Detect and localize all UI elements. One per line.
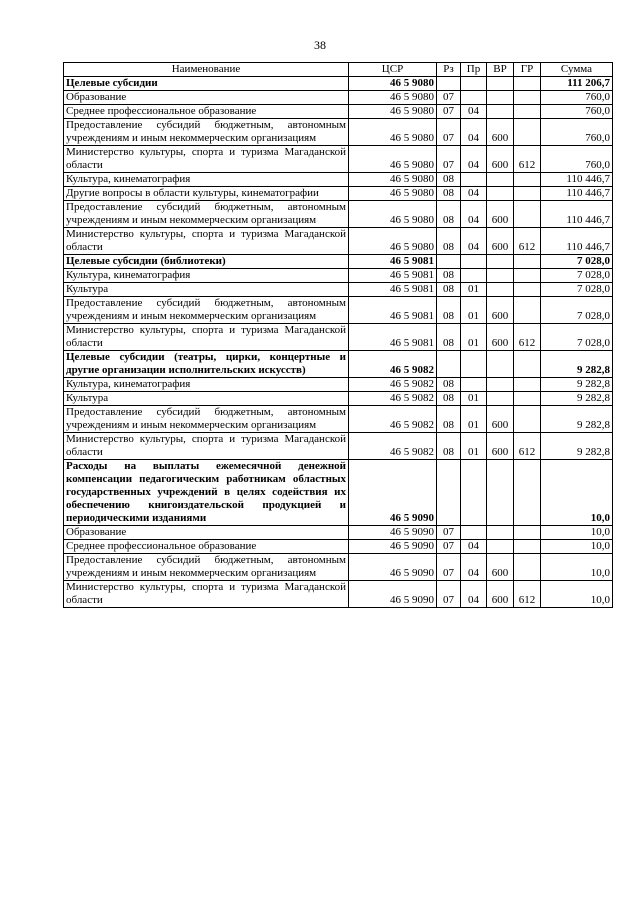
cell-csr: 46 5 9081 (349, 255, 437, 269)
cell-csr: 46 5 9082 (349, 433, 437, 460)
cell-name: Среднее профессиональное образование (64, 540, 349, 554)
cell-vr (487, 351, 514, 378)
cell-name: Министерство культуры, спорта и туризма Магаданской области (64, 433, 349, 460)
cell-name: Предоставление субсидий бюджетным, автономным учреждениям и иным некоммерческим организациям (64, 554, 349, 581)
cell-pr (461, 255, 487, 269)
cell-pr: 01 (461, 406, 487, 433)
cell-rz: 07 (437, 554, 461, 581)
cell-vr (487, 187, 514, 201)
cell-gr (514, 351, 541, 378)
cell-name: Образование (64, 526, 349, 540)
cell-csr: 46 5 9081 (349, 269, 437, 283)
cell-pr (461, 91, 487, 105)
cell-vr: 600 (487, 228, 514, 255)
cell-pr: 04 (461, 146, 487, 173)
cell-rz: 08 (437, 269, 461, 283)
cell-sum: 10,0 (541, 554, 613, 581)
cell-sum: 7 028,0 (541, 269, 613, 283)
cell-name: Министерство культуры, спорта и туризма Магаданской области (64, 581, 349, 608)
cell-pr (461, 173, 487, 187)
cell-vr (487, 105, 514, 119)
cell-name: Культура, кинематография (64, 378, 349, 392)
cell-sum: 760,0 (541, 105, 613, 119)
cell-gr (514, 201, 541, 228)
table-row (64, 91, 613, 105)
cell-rz: 07 (437, 581, 461, 608)
cell-sum: 9 282,8 (541, 378, 613, 392)
cell-name: Среднее профессиональное образование (64, 105, 349, 119)
cell-pr: 04 (461, 554, 487, 581)
cell-rz: 07 (437, 119, 461, 146)
cell-gr (514, 77, 541, 91)
cell-csr: 46 5 9081 (349, 324, 437, 351)
cell-rz: 08 (437, 283, 461, 297)
cell-gr (514, 540, 541, 554)
cell-sum: 10,0 (541, 540, 613, 554)
cell-vr (487, 173, 514, 187)
header-sum: Сумма (541, 63, 613, 77)
cell-vr (487, 460, 514, 526)
table-row (64, 526, 613, 540)
cell-csr: 46 5 9082 (349, 406, 437, 433)
cell-gr (514, 119, 541, 146)
cell-pr: 04 (461, 540, 487, 554)
cell-rz (437, 460, 461, 526)
table-row (64, 433, 613, 460)
cell-vr: 600 (487, 201, 514, 228)
cell-rz (437, 351, 461, 378)
cell-csr: 46 5 9090 (349, 526, 437, 540)
cell-rz: 08 (437, 324, 461, 351)
cell-csr: 46 5 9080 (349, 201, 437, 228)
cell-sum: 7 028,0 (541, 297, 613, 324)
cell-pr: 04 (461, 187, 487, 201)
table-body (64, 77, 613, 608)
cell-sum: 10,0 (541, 581, 613, 608)
table-row (64, 540, 613, 554)
cell-csr: 46 5 9080 (349, 146, 437, 173)
cell-vr (487, 255, 514, 269)
cell-sum: 9 282,8 (541, 406, 613, 433)
cell-vr (487, 91, 514, 105)
header-csr: ЦСР (349, 63, 437, 77)
cell-pr: 01 (461, 297, 487, 324)
header-rz: Рз (437, 63, 461, 77)
cell-vr: 600 (487, 581, 514, 608)
cell-pr: 04 (461, 201, 487, 228)
cell-sum: 760,0 (541, 146, 613, 173)
cell-vr: 600 (487, 119, 514, 146)
cell-rz: 08 (437, 187, 461, 201)
cell-sum: 110 446,7 (541, 187, 613, 201)
cell-sum: 7 028,0 (541, 283, 613, 297)
table-row (64, 146, 613, 173)
cell-pr: 04 (461, 119, 487, 146)
cell-rz (437, 255, 461, 269)
cell-sum: 10,0 (541, 460, 613, 526)
cell-pr: 01 (461, 324, 487, 351)
cell-gr (514, 91, 541, 105)
cell-gr (514, 554, 541, 581)
cell-gr (514, 460, 541, 526)
table-row (64, 406, 613, 433)
cell-vr: 600 (487, 324, 514, 351)
cell-rz: 07 (437, 146, 461, 173)
cell-name: Предоставление субсидий бюджетным, автономным учреждениям и иным некоммерческим организациям (64, 119, 349, 146)
cell-pr (461, 460, 487, 526)
cell-vr (487, 378, 514, 392)
cell-name: Другие вопросы в области культуры, кинематографии (64, 187, 349, 201)
cell-csr: 46 5 9082 (349, 378, 437, 392)
cell-gr (514, 173, 541, 187)
cell-vr (487, 526, 514, 540)
cell-gr: 612 (514, 324, 541, 351)
cell-name: Культура, кинематография (64, 269, 349, 283)
cell-pr (461, 526, 487, 540)
cell-gr (514, 378, 541, 392)
table-row (64, 201, 613, 228)
cell-csr: 46 5 9081 (349, 283, 437, 297)
cell-gr: 612 (514, 581, 541, 608)
table-row (64, 324, 613, 351)
cell-csr: 46 5 9090 (349, 581, 437, 608)
cell-csr: 46 5 9090 (349, 540, 437, 554)
header-pr: Пр (461, 63, 487, 77)
table-row (64, 554, 613, 581)
cell-gr (514, 269, 541, 283)
cell-pr: 01 (461, 433, 487, 460)
cell-pr: 04 (461, 581, 487, 608)
cell-vr (487, 392, 514, 406)
cell-csr: 46 5 9080 (349, 187, 437, 201)
cell-name: Министерство культуры, спорта и туризма Магаданской области (64, 324, 349, 351)
cell-vr: 600 (487, 406, 514, 433)
header-vr: ВР (487, 63, 514, 77)
cell-vr (487, 540, 514, 554)
cell-vr (487, 77, 514, 91)
cell-rz (437, 77, 461, 91)
cell-vr: 600 (487, 433, 514, 460)
page-number: 38 (314, 38, 326, 52)
cell-gr (514, 255, 541, 269)
cell-vr: 600 (487, 297, 514, 324)
cell-sum: 7 028,0 (541, 324, 613, 351)
cell-name: Целевые субсидии (64, 77, 349, 91)
cell-pr: 01 (461, 283, 487, 297)
table-row (64, 269, 613, 283)
cell-csr: 46 5 9080 (349, 105, 437, 119)
cell-sum: 7 028,0 (541, 255, 613, 269)
cell-rz: 07 (437, 526, 461, 540)
cell-gr (514, 392, 541, 406)
cell-rz: 08 (437, 406, 461, 433)
cell-sum: 10,0 (541, 526, 613, 540)
table-row (64, 378, 613, 392)
cell-rz: 08 (437, 173, 461, 187)
cell-name: Культура, кинематография (64, 173, 349, 187)
cell-vr (487, 283, 514, 297)
cell-rz: 08 (437, 297, 461, 324)
cell-sum: 9 282,8 (541, 351, 613, 378)
cell-name: Образование (64, 91, 349, 105)
cell-rz: 07 (437, 540, 461, 554)
cell-gr (514, 105, 541, 119)
table-row (64, 187, 613, 201)
header-gr: ГР (514, 63, 541, 77)
cell-csr: 46 5 9080 (349, 119, 437, 146)
cell-vr (487, 269, 514, 283)
cell-gr (514, 526, 541, 540)
cell-name: Предоставление субсидий бюджетным, автономным учреждениям и иным некоммерческим организациям (64, 297, 349, 324)
table-row (64, 105, 613, 119)
cell-pr: 04 (461, 228, 487, 255)
cell-pr (461, 77, 487, 91)
cell-sum: 9 282,8 (541, 392, 613, 406)
cell-vr: 600 (487, 146, 514, 173)
cell-csr: 46 5 9090 (349, 554, 437, 581)
cell-rz: 08 (437, 433, 461, 460)
cell-rz: 08 (437, 392, 461, 406)
cell-gr (514, 406, 541, 433)
cell-pr (461, 378, 487, 392)
cell-csr: 46 5 9082 (349, 351, 437, 378)
table-row (64, 297, 613, 324)
cell-vr: 600 (487, 554, 514, 581)
cell-csr: 46 5 9080 (349, 77, 437, 91)
table-row (64, 460, 613, 526)
cell-csr: 46 5 9090 (349, 460, 437, 526)
cell-rz: 08 (437, 201, 461, 228)
cell-sum: 9 282,8 (541, 433, 613, 460)
table-row (64, 173, 613, 187)
header-name: Наименование (64, 63, 349, 77)
cell-rz: 08 (437, 228, 461, 255)
cell-pr (461, 351, 487, 378)
cell-name: Культура (64, 283, 349, 297)
cell-pr (461, 269, 487, 283)
cell-gr: 612 (514, 433, 541, 460)
cell-pr: 04 (461, 105, 487, 119)
table-header-row (64, 63, 613, 77)
cell-gr (514, 283, 541, 297)
table-row (64, 283, 613, 297)
cell-csr: 46 5 9081 (349, 297, 437, 324)
cell-gr: 612 (514, 228, 541, 255)
cell-name: Расходы на выплаты ежемесячной денежной компенсации педагогическим работникам областных государственных учреждений в целях содействия их обеспечению книгоиздательской продукцией и периодическими изданиями (64, 460, 349, 526)
cell-name: Предоставление субсидий бюджетным, автономным учреждениям и иным некоммерческим организациям (64, 406, 349, 433)
cell-name: Министерство культуры, спорта и туризма Магаданской области (64, 146, 349, 173)
cell-csr: 46 5 9080 (349, 228, 437, 255)
cell-sum: 760,0 (541, 91, 613, 105)
table-row (64, 77, 613, 91)
cell-name: Предоставление субсидий бюджетным, автономным учреждениям и иным некоммерческим организациям (64, 201, 349, 228)
cell-pr: 01 (461, 392, 487, 406)
cell-sum: 110 446,7 (541, 201, 613, 228)
cell-gr: 612 (514, 146, 541, 173)
table-row (64, 392, 613, 406)
table-row (64, 581, 613, 608)
budget-table (63, 62, 613, 608)
cell-csr: 46 5 9080 (349, 91, 437, 105)
cell-sum: 110 446,7 (541, 228, 613, 255)
cell-csr: 46 5 9082 (349, 392, 437, 406)
table-row (64, 351, 613, 378)
cell-csr: 46 5 9080 (349, 173, 437, 187)
cell-name: Целевые субсидии (библиотеки) (64, 255, 349, 269)
cell-sum: 760,0 (541, 119, 613, 146)
cell-sum: 110 446,7 (541, 173, 613, 187)
cell-sum: 111 206,7 (541, 77, 613, 91)
table-row (64, 255, 613, 269)
cell-name: Культура (64, 392, 349, 406)
table-row (64, 119, 613, 146)
table-row (64, 228, 613, 255)
cell-rz: 07 (437, 105, 461, 119)
cell-gr (514, 187, 541, 201)
cell-name: Министерство культуры, спорта и туризма Магаданской области (64, 228, 349, 255)
cell-rz: 08 (437, 378, 461, 392)
cell-name: Целевые субсидии (театры, цирки, концертные и другие организации исполнительских искусств) (64, 351, 349, 378)
cell-gr (514, 297, 541, 324)
cell-rz: 07 (437, 91, 461, 105)
